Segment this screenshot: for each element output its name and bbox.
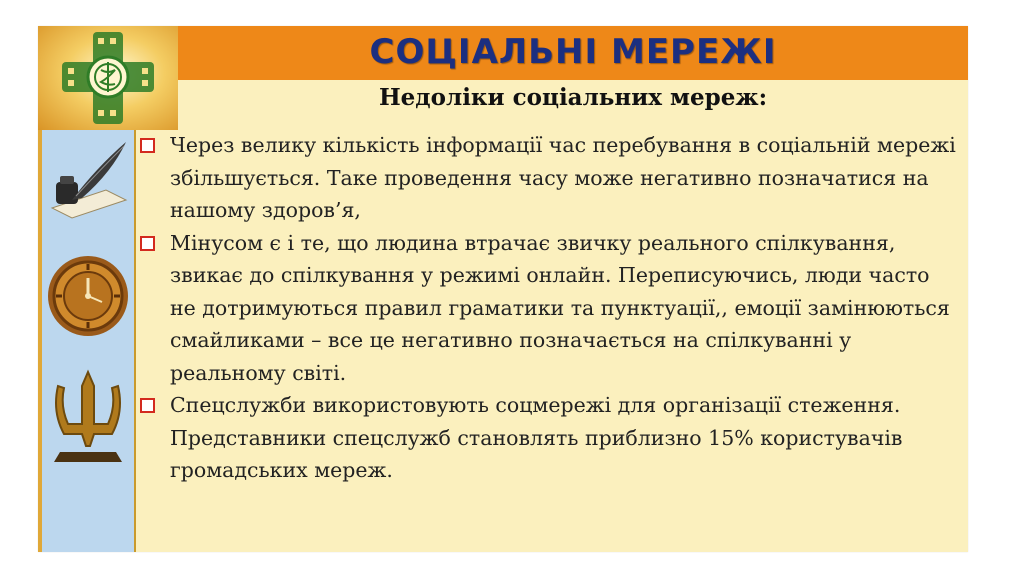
slide-subtitle: Недоліки соціальних мереж: [378, 84, 768, 111]
quill-inkwell-icon [46, 138, 130, 222]
medical-emblem-icon [38, 26, 178, 130]
slide [38, 26, 968, 552]
slide-title: СОЦІАЛЬНІ МЕРЕЖІ [369, 32, 777, 72]
bullet-text: Мінусом є і те, що людина втрачає звичку реального спілкування, звикає до спілкування у режимі онлайн. Переписуючись, люди часто не дотримуються правил граматики та пунктуації,, емоції замінюються смайликами – все це негативно позначається на спілкуванні у реальному світі. [170, 230, 950, 385]
bullet-list [140, 129, 960, 487]
trident-emblem-icon [48, 366, 128, 466]
bullet-square-icon [140, 236, 155, 251]
list-item [140, 129, 960, 227]
list-item [140, 389, 960, 487]
ornate-clock-icon [46, 254, 130, 338]
logo-panel [38, 26, 178, 130]
strip-edge [38, 130, 42, 552]
list-item [140, 227, 960, 390]
bullet-text: Спецслужби використовують соцмережі для організації стеження. Представники спецслужб становлять приблизно 15% користувачів громадських мереж. [170, 393, 903, 482]
bullet-square-icon [140, 138, 155, 153]
header-bar [178, 26, 968, 80]
bullet-text: Через велику кількість інформації час перебування в соціальній мережі збільшується. Таке проведення часу може негативно позначатися на нашому здоров’я, [170, 133, 956, 222]
bullet-square-icon [140, 398, 155, 413]
